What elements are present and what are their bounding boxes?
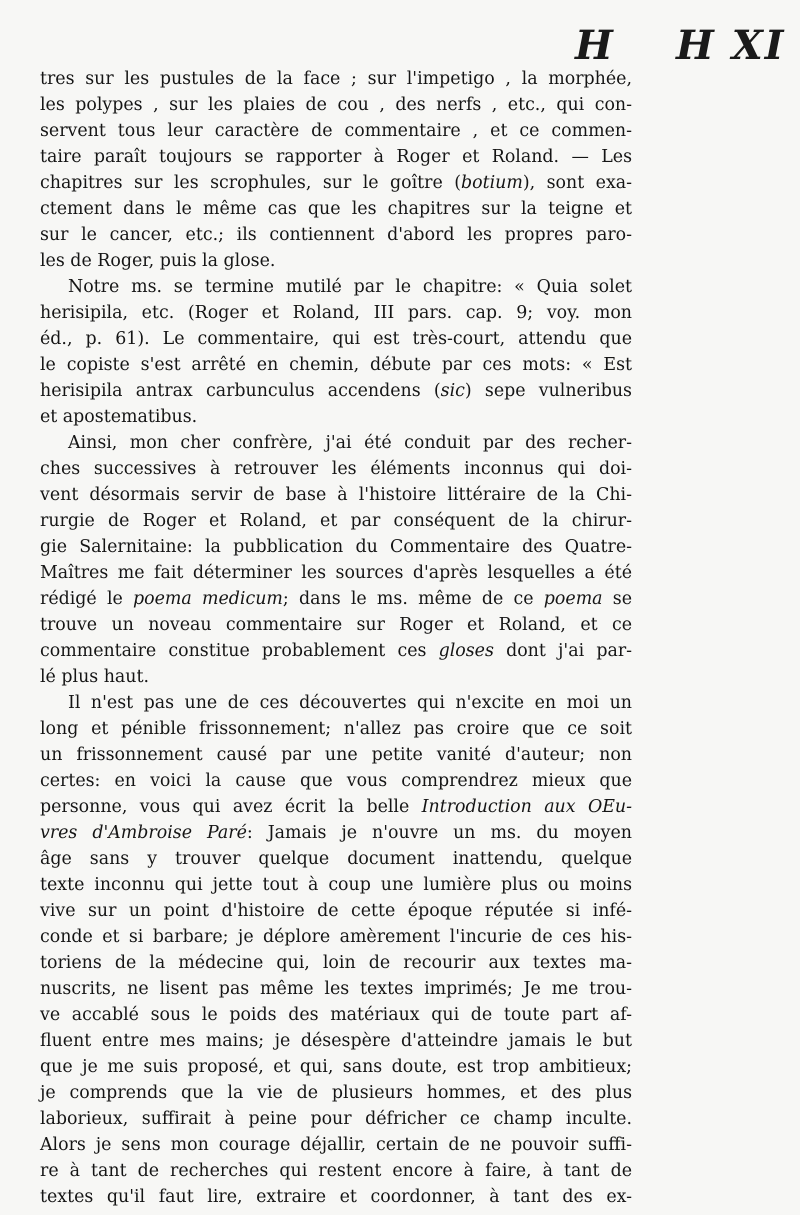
text-line (40, 716, 632, 742)
text-span: le copiste s'est arrêté en chemin, débute par ces mots: « Est (40, 355, 632, 375)
italic-span: botium (461, 173, 523, 193)
text-span: personne, vous qui avez écrit la belle (40, 797, 422, 817)
text-span: Notre ms. se termine mutilé par le chapitre: « Quia solet (68, 277, 632, 297)
italic-span: poema medicum (133, 589, 283, 609)
text-span: toriens de la médecine qui, loin de recourir aux textes ma- (40, 953, 632, 973)
text-span: vive sur un point d'histoire de cette époque réputée si infé- (40, 901, 632, 921)
text-line (40, 456, 632, 482)
text-line (40, 742, 632, 768)
text-span: dont j'ai par- (493, 641, 633, 661)
text-line (40, 586, 632, 612)
text-span: vent désormais servir de base à l'histoire littéraire de la Chi- (40, 485, 632, 505)
text-line (40, 1054, 632, 1080)
text-span: certes: en voici la cause que vous comprendrez mieux que (40, 771, 632, 791)
text-span: ches successives à retrouver les éléments inconnus qui doi- (40, 459, 632, 479)
text-span: taire paraît toujours se rapporter à Roger et Roland. — Les (40, 147, 632, 167)
text-line (40, 352, 632, 378)
text-line (40, 222, 632, 248)
text-span: gie Salernitaine: la pubblication du Commentaire des Quatre- (40, 537, 632, 557)
text-span: re à tant de recherches qui restent encore à faire, à tant de (40, 1161, 632, 1181)
italic-span: Introduction aux OEu- (421, 797, 632, 817)
italic-span: vres d'Ambroise Paré (40, 823, 247, 843)
text-span: servent tous leur caractère de commentaire , et ce commen- (40, 121, 632, 141)
text-line (40, 430, 632, 456)
text-line (40, 1106, 632, 1132)
body-text (40, 66, 632, 1210)
text-span: nuscrits, ne lisent pas même les textes imprimés; Je me trou- (40, 979, 632, 999)
text-span: sur le cancer, etc.; ils contiennent d'abord les propres paro- (40, 225, 632, 245)
text-span: âge sans y trouver quelque document inattendu, quelque (40, 849, 632, 869)
text-line (40, 950, 632, 976)
text-line (40, 378, 632, 404)
text-span: texte inconnu qui jette tout à coup une lumière plus ou moins (40, 875, 632, 895)
text-span: les de Roger, puis la glose. (40, 251, 276, 271)
text-line (40, 690, 632, 716)
text-line (40, 118, 632, 144)
handwritten-mark-left: H (575, 22, 613, 69)
text-span: rurgie de Roger et Roland, et par conséquent de la chirur- (40, 511, 632, 531)
text-span: les polypes , sur les plaies de cou , des nerfs , etc., qui con- (40, 95, 632, 115)
text-span: herisipila antrax carbunculus accendens ( (40, 381, 441, 401)
text-line (40, 898, 632, 924)
text-line (40, 248, 632, 274)
text-span: conde et si barbare; je déplore amèrement l'incurie de ces his- (40, 927, 632, 947)
text-span: Alors je sens mon courage déjallir, certain de ne pouvoir suffi- (40, 1135, 632, 1155)
text-span: textes qu'il faut lire, extraire et coordonner, à tant des ex- (40, 1187, 632, 1207)
text-line (40, 1080, 632, 1106)
text-span: ), sont exa- (522, 173, 632, 193)
text-span: tres sur les pustules de la face ; sur l'impetigo , la morphée, (40, 69, 632, 89)
text-line (40, 1184, 632, 1210)
text-span: fluent entre mes mains; je désespère d'atteindre jamais le but (40, 1031, 632, 1051)
text-line (40, 794, 632, 820)
text-line (40, 274, 632, 300)
text-line (40, 404, 632, 430)
text-span: ctement dans le même cas que les chapitres sur la teigne et (40, 199, 632, 219)
text-span: un frissonnement causé par une petite vanité d'auteur; non (40, 745, 632, 765)
italic-span: poema (543, 589, 603, 609)
text-line (40, 534, 632, 560)
italic-span: sic (440, 381, 465, 401)
text-span: ) sepe vulneribus (464, 381, 632, 401)
text-span: Maîtres me fait déterminer les sources d'après lesquelles a été (40, 563, 632, 583)
text-line (40, 1132, 632, 1158)
text-line (40, 846, 632, 872)
text-span: et apostematibus. (40, 407, 198, 427)
text-line (40, 1002, 632, 1028)
text-line (40, 66, 632, 92)
text-span: chapitres sur les scrophules, sur le goître ( (40, 173, 462, 193)
text-line (40, 924, 632, 950)
text-span: éd., p. 61). Le commentaire, qui est très-court, attendu que (40, 329, 632, 349)
text-line (40, 768, 632, 794)
text-span: je comprends que la vie de plusieurs hommes, et des plus (40, 1083, 632, 1103)
text-line (40, 300, 632, 326)
text-line (40, 196, 632, 222)
text-span: ve accablé sous le poids des matériaux qui de toute part af- (40, 1005, 632, 1025)
text-line (40, 560, 632, 586)
text-line (40, 872, 632, 898)
text-line (40, 638, 632, 664)
text-line (40, 326, 632, 352)
text-span: trouve un noveau commentaire sur Roger et Roland, et ce (40, 615, 632, 635)
text-span: commentaire constitue probablement ces (40, 641, 439, 661)
text-line (40, 482, 632, 508)
text-span: ; dans le ms. même de ce (282, 589, 544, 609)
text-line (40, 170, 632, 196)
text-span: Il n'est pas une de ces découvertes qui n'excite en moi un (68, 693, 632, 713)
text-span: laborieux, suffirait à peine pour défricher ce champ inculte. (40, 1109, 632, 1129)
text-span: herisipila, etc. (Roger et Roland, III pars. cap. 9; voy. mon (40, 303, 632, 323)
text-span: lé plus haut. (40, 667, 150, 687)
handwritten-mark-right: H XI (676, 22, 786, 69)
text-span: se (602, 589, 633, 609)
text-span: : Jamais je n'ouvre un ms. du moyen (246, 823, 632, 843)
text-line (40, 508, 632, 534)
text-line (40, 820, 632, 846)
text-line (40, 144, 632, 170)
italic-span: gloses (438, 641, 494, 661)
text-line (40, 612, 632, 638)
text-span: rédigé le (40, 589, 134, 609)
text-line (40, 664, 632, 690)
text-span: long et pénible frissonnement; n'allez pas croire que ce soit (40, 719, 632, 739)
text-line (40, 1158, 632, 1184)
text-span: Ainsi, mon cher confrère, j'ai été conduit par des recher- (68, 433, 632, 453)
text-span: que je me suis proposé, et qui, sans doute, est trop ambitieux; (40, 1057, 632, 1077)
text-line (40, 1028, 632, 1054)
text-line (40, 976, 632, 1002)
text-line (40, 92, 632, 118)
